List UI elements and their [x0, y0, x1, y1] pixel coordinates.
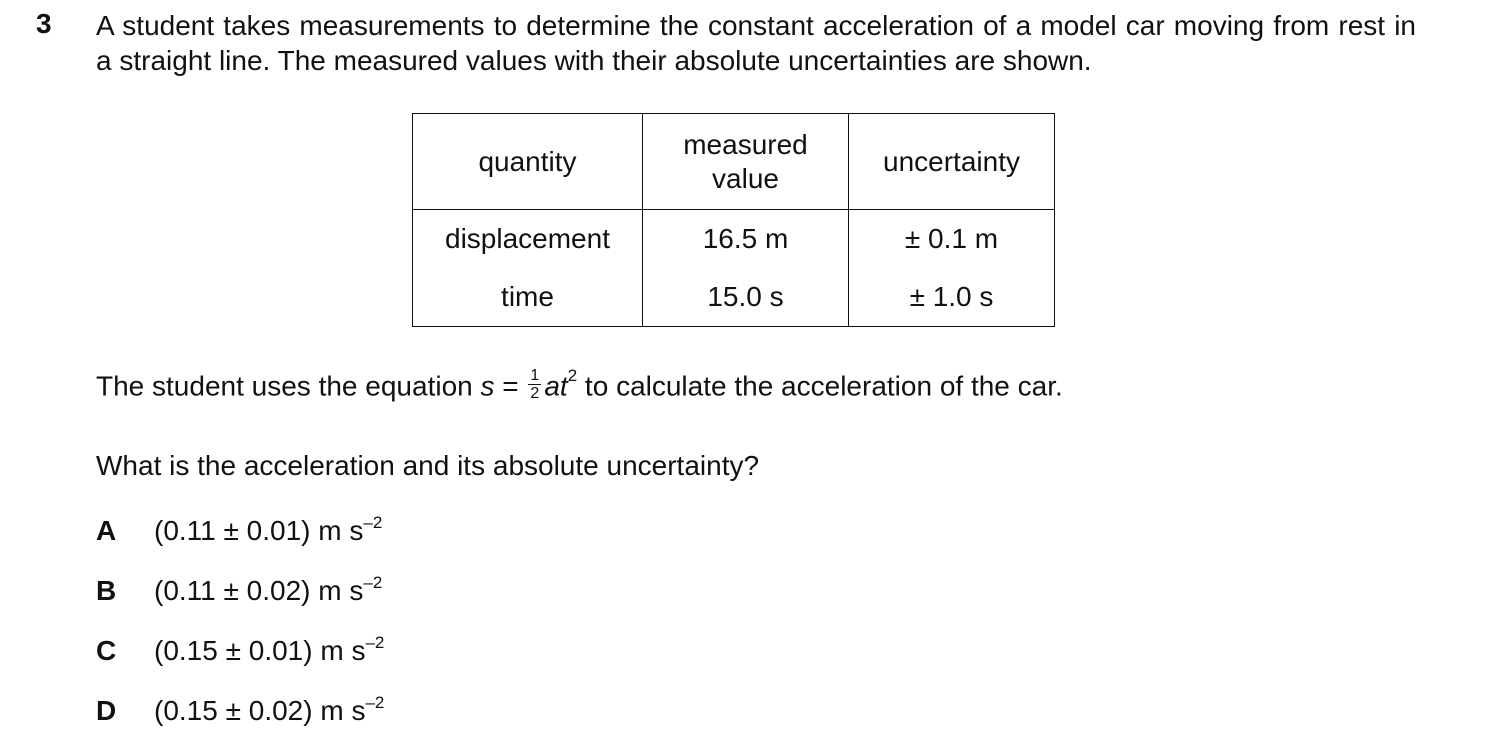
question-stem: A student takes measurements to determine the constant acceleration of a model car moving from rest in a straight line. The measured values with their absolute uncertainties are shown. — [96, 10, 1416, 76]
option-text: (0.15 ± 0.02) m s — [154, 695, 366, 726]
option-text: (0.11 ± 0.01) m s — [154, 515, 364, 546]
option-exponent: –2 — [365, 633, 385, 652]
cell-quantity: time — [413, 268, 643, 327]
equation-equals: = — [494, 370, 527, 402]
header-quantity: quantity — [413, 114, 643, 210]
option-d[interactable] — [96, 695, 384, 727]
table-header-row — [413, 114, 1055, 210]
cell-uncertainty: ± 0.1 m — [849, 210, 1055, 269]
question-prompt: What is the acceleration and its absolute uncertainty? — [96, 450, 760, 481]
option-text: (0.11 ± 0.02) m s — [154, 575, 364, 606]
option-letter: B — [96, 575, 117, 606]
measurements-table — [412, 113, 1055, 327]
option-exponent: –2 — [363, 573, 383, 592]
option-text: (0.15 ± 0.01) m s — [154, 635, 366, 666]
option-exponent: –2 — [365, 693, 385, 712]
equation-exponent: 2 — [567, 366, 578, 385]
header-measured-value — [643, 114, 849, 210]
equation-suffix: to calculate the acceleration of the car. — [577, 370, 1063, 402]
question-number: 3 — [36, 8, 52, 39]
table-row — [413, 210, 1055, 269]
option-a[interactable] — [96, 515, 382, 547]
cell-quantity: displacement — [413, 210, 643, 269]
equation-sentence — [96, 366, 1063, 405]
option-letter: A — [96, 515, 117, 546]
option-letter: D — [96, 695, 117, 726]
equation-fraction — [528, 367, 541, 402]
fraction-denominator: 2 — [530, 385, 540, 403]
equation-lhs: s — [480, 370, 495, 402]
cell-value: 15.0 s — [643, 268, 849, 327]
header-measured-line1: measured — [683, 128, 808, 160]
option-exponent: –2 — [363, 513, 383, 532]
equation-rhs: at — [544, 370, 568, 402]
table-row — [413, 268, 1055, 327]
cell-uncertainty: ± 1.0 s — [849, 268, 1055, 327]
option-b[interactable] — [96, 575, 382, 607]
cell-value: 16.5 m — [643, 210, 849, 269]
equation-prefix: The student uses the equation — [96, 370, 481, 402]
header-measured-line2: value — [712, 162, 779, 194]
option-c[interactable] — [96, 635, 384, 667]
header-uncertainty: uncertainty — [849, 114, 1055, 210]
fraction-numerator: 1 — [530, 367, 540, 385]
option-letter: C — [96, 635, 117, 666]
